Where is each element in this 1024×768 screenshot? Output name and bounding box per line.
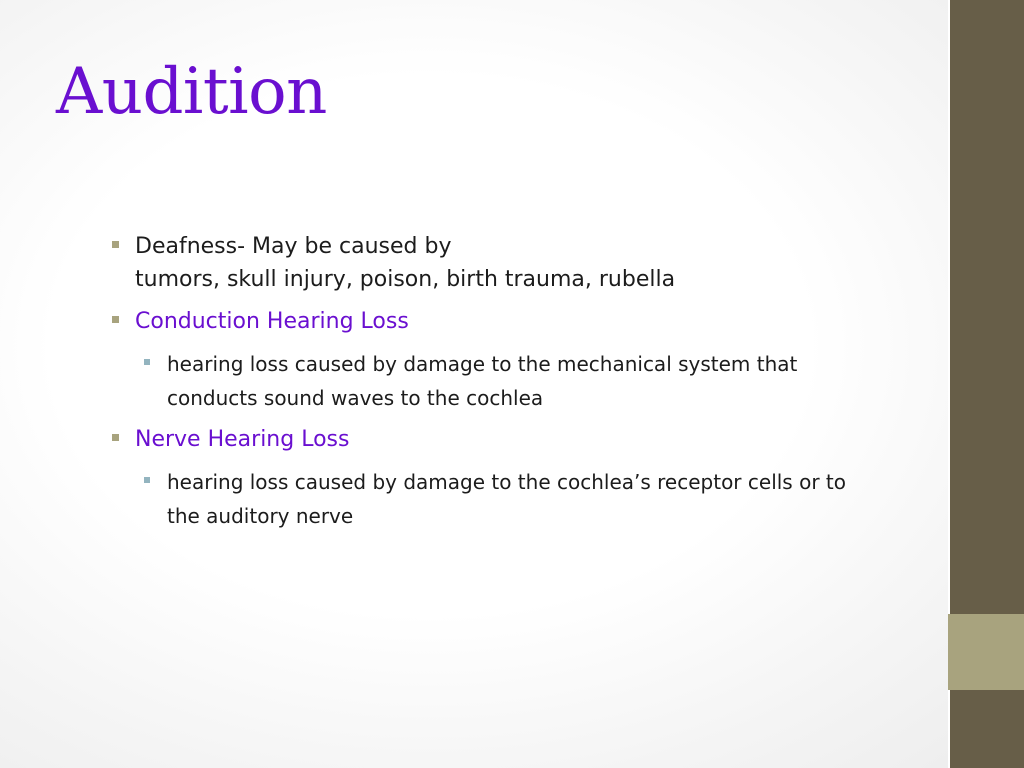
bullet-conduction-heading: Conduction Hearing Loss	[135, 309, 409, 334]
square-bullet-icon	[112, 316, 119, 323]
sub-bullet-nerve-definition	[142, 465, 940, 533]
square-sub-bullet-icon	[144, 477, 150, 483]
sub-bullet-nerve-line-2: the auditory nerve	[167, 504, 354, 528]
sub-bullet-conduction-line-2: conducts sound waves to the cochlea	[167, 386, 544, 410]
bullet-nerve-heading: Nerve Hearing Loss	[135, 427, 350, 452]
square-bullet-icon	[112, 434, 119, 441]
bullet-conduction-hearing-loss	[110, 305, 940, 338]
sub-bullet-conduction-line-1: hearing loss caused by damage to the mechanical system that	[167, 352, 798, 376]
slide-title: Audition	[56, 55, 327, 129]
bullet-deafness	[110, 230, 940, 296]
square-bullet-icon	[112, 241, 119, 248]
bullet-deafness-line-1: Deafness- May be caused by	[135, 234, 452, 259]
bullet-list	[110, 230, 940, 541]
sub-bullet-conduction-definition	[142, 347, 940, 415]
sub-bullet-nerve-line-1: hearing loss caused by damage to the cochlea’s receptor cells or to	[167, 470, 846, 494]
square-sub-bullet-icon	[144, 359, 150, 365]
bullet-deafness-line-2: tumors, skull injury, poison, birth trauma, rubella	[135, 267, 676, 292]
bullet-nerve-hearing-loss	[110, 423, 940, 456]
sidebar-accent-block	[948, 614, 1024, 690]
